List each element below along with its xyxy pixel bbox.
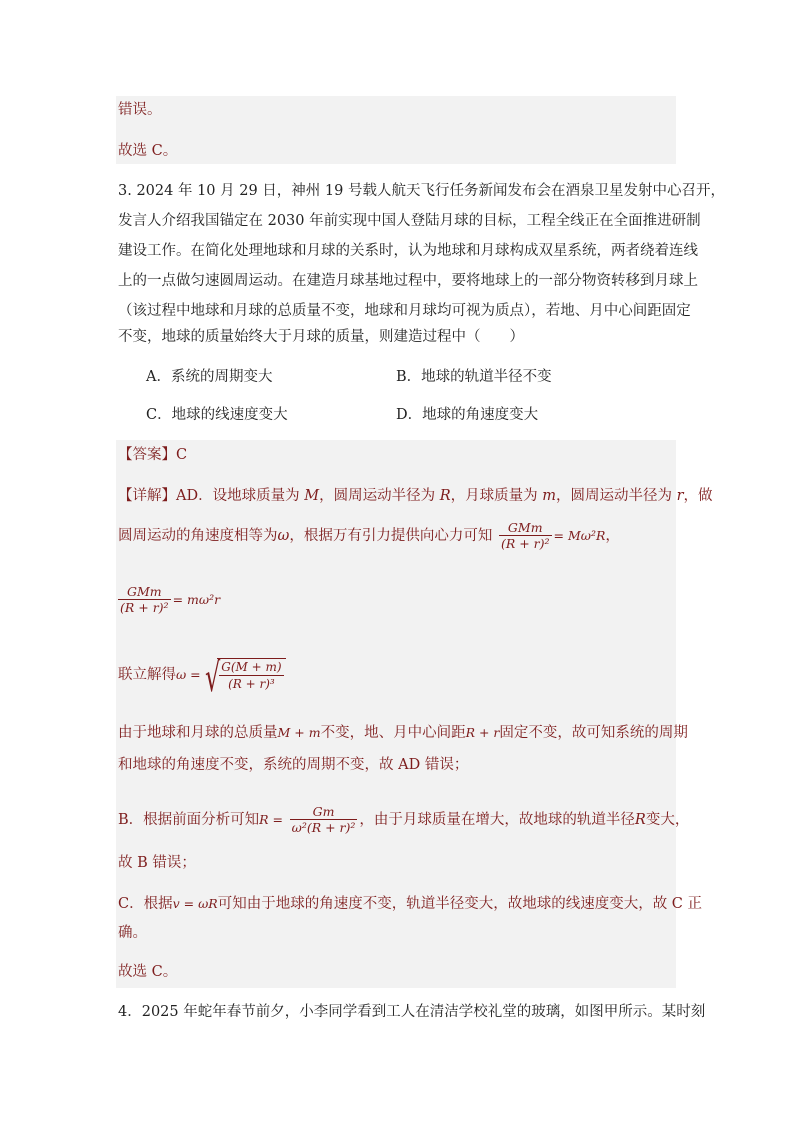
detail-line-2: 圆周运动的角速度相等为ω，根据万有引力提供向心力可知 $\frac{\text{GMm}}{\text{(R + r)²}}$ = Mω²R， bbox=[118, 520, 620, 551]
equation-4-lhs: R = bbox=[259, 812, 284, 827]
equation-3-sqrt: √ $\frac{G(M + m)}{\text{(R + r)³}}$ bbox=[205, 658, 285, 692]
option-a: A．系统的周期变大 bbox=[146, 369, 273, 385]
answer-label: 【答案】 bbox=[118, 447, 176, 463]
question-line-5: （该过程中地球和月球的总质量不变，地球和月球均可视为质点），若地、月中心间距固定 bbox=[118, 303, 691, 319]
answer-value: C bbox=[176, 447, 188, 463]
equation-2 bbox=[116, 584, 220, 616]
option-c: C．地球的线速度变大 bbox=[146, 407, 288, 423]
detail-line-1: 【详解】AD．设地球质量为 M，圆周运动半径为 R，月球质量为 m，圆周运动半径为 r，做 bbox=[118, 488, 713, 504]
detail-label: 【详解】 bbox=[118, 488, 176, 504]
detail-line-5: 由于地球和月球的总质量M + m不变，地、月中心间距R + r固定不变，故可知系统的周期 bbox=[118, 725, 688, 741]
detail-line-8: 故 B 错误； bbox=[118, 855, 196, 871]
sqrt-sign-icon: √ bbox=[205, 655, 221, 701]
previous-answer-block bbox=[116, 96, 676, 164]
detail-line-9: C．根据v = ωR可知由于地球的角速度不变，轨道半径变大，故地球的线速度变大，故 C 正 bbox=[118, 896, 703, 912]
question-line-2: 发言人介绍我国锚定在 2030 年前实现中国人登陆月球的目标，工程全线正在全面推进研制 bbox=[118, 213, 701, 229]
detail-line-4: 联立解得ω = √ $\frac{G(M + m)}{\text{(R + r)³}}$ bbox=[118, 658, 286, 692]
option-d: D．地球的角速度变大 bbox=[396, 407, 539, 423]
detail-line-6: 和地球的角速度不变，系统的周期不变，故 AD 错误； bbox=[118, 757, 469, 773]
detail-line-11: 故选 C。 bbox=[118, 964, 178, 980]
detail-line-7: B．根据前面分析可知R = $\frac{Gm}{\text{ω²(R + r)²}}$ ，由于月球质量在增大，故地球的轨道半径R变大， bbox=[118, 804, 690, 835]
equation-2-rhs: = mω²r bbox=[172, 592, 221, 607]
next-question-line: 4．2025 年蛇年春节前夕，小李同学看到工人在清洁学校礼堂的玻璃，如图甲所示。某时刻 bbox=[118, 1004, 706, 1020]
prev-line-2: 故选 C。 bbox=[118, 143, 178, 159]
question-line-4: 上的一点做匀速圆周运动。在建造月球基地过程中，要将地球上的一部分物资转移到月球上 bbox=[118, 273, 698, 289]
answer-line bbox=[118, 445, 187, 465]
prev-line-1: 错误。 bbox=[118, 102, 162, 118]
question-line-3: 建设工作。在简化处理地球和月球的关系时，认为地球和月球构成双星系统，两者绕着连线 bbox=[118, 243, 698, 259]
question-line-6: 不变，地球的质量始终大于月球的质量，则建造过程中（ ） bbox=[118, 329, 524, 345]
equation-1-rhs: = Mω²R bbox=[553, 528, 606, 543]
equation-1-fraction: $\frac{\text{GMm}}{\text{(R + r)²}}$ bbox=[500, 520, 550, 551]
question-line-1: 3. 2024 年 10 月 29 日，神州 19 号载人航天飞行任务新闻发布会在酒泉卫星发射中心召开， bbox=[118, 183, 725, 199]
detail-line-10: 确。 bbox=[118, 925, 147, 941]
equation-3-lhs: ω = bbox=[176, 667, 201, 682]
option-b: B．地球的轨道半径不变 bbox=[396, 369, 552, 385]
equation-4-fraction: $\frac{Gm}{\text{ω²(R + r)²}}$ bbox=[291, 804, 356, 835]
equation-2-fraction: $\frac{\text{GMm}}{\text{(R + r)²}}$ bbox=[120, 584, 169, 615]
